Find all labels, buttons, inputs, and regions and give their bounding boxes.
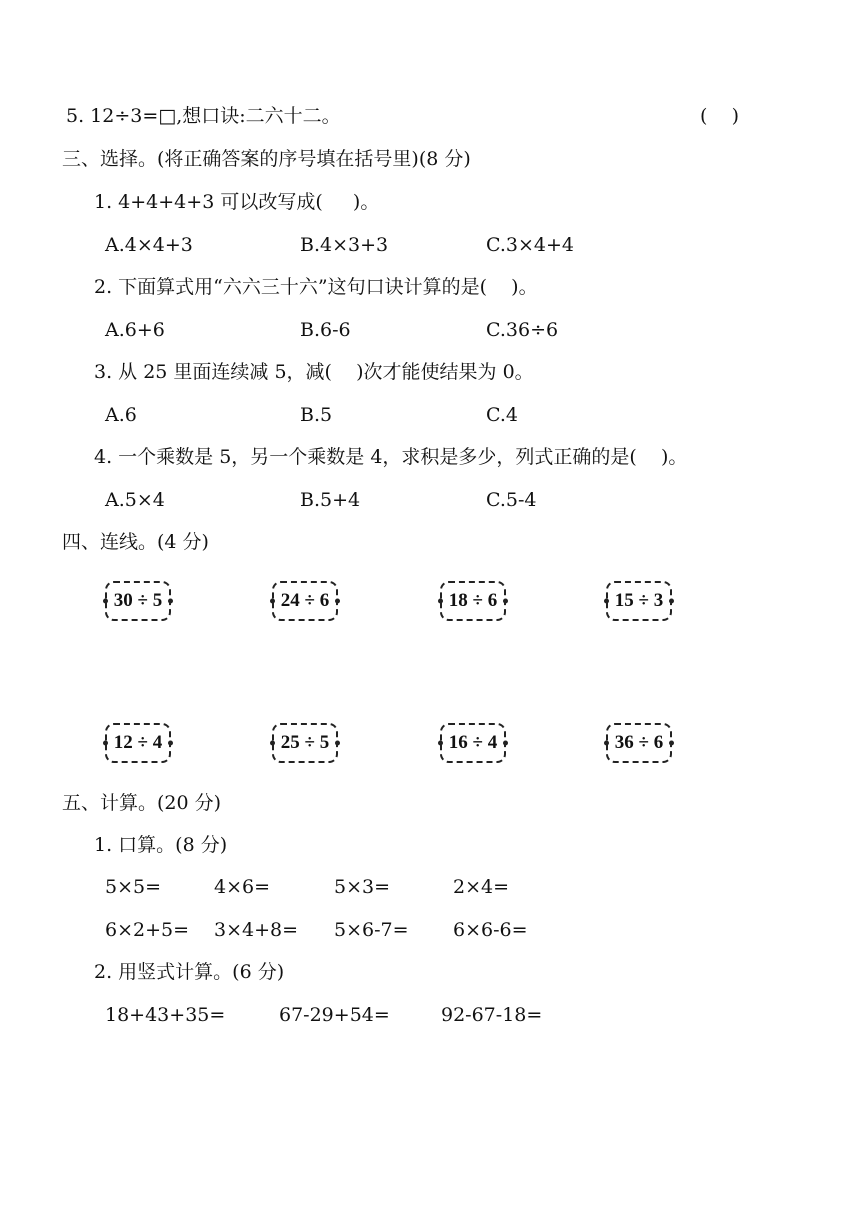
choice-4-option-c[interactable]: C.5-4 [486, 489, 537, 511]
answer-bracket[interactable]: ( ) [700, 105, 739, 127]
vertical-calc-item: 92-67-18= [441, 1004, 543, 1026]
choice-4-option-a[interactable]: A.5×4 [105, 489, 165, 511]
section-5-title: 五、计算。(20 分) [62, 792, 222, 814]
match-card-top-3[interactable]: 18 ÷ 6 [440, 581, 506, 621]
oral-calc-item: 3×4+8= [214, 919, 299, 941]
choice-question-1: 1. 4+4+4+3 可以改写成( )。 [94, 191, 380, 213]
oral-calc-item: 5×6-7= [334, 919, 409, 941]
choice-question-2: 2. 下面算式用“六六三十六”这句口诀计算的是( )。 [94, 276, 538, 298]
match-card-bottom-2[interactable]: 25 ÷ 5 [272, 723, 338, 763]
vertical-calc-title: 2. 用竖式计算。(6 分) [94, 961, 285, 983]
oral-calc-item: 5×3= [334, 876, 391, 898]
match-card-bottom-4[interactable]: 36 ÷ 6 [606, 723, 672, 763]
choice-question-4: 4. 一个乘数是 5，另一个乘数是 4，求积是多少，列式正确的是( )。 [94, 446, 688, 468]
section-4-title: 四、连线。(4 分) [62, 531, 209, 553]
choice-1-option-c[interactable]: C.3×4+4 [486, 234, 575, 256]
oral-calc-item: 6×2+5= [105, 919, 190, 941]
oral-calc-item: 5×5= [105, 876, 162, 898]
match-card-top-2[interactable]: 24 ÷ 6 [272, 581, 338, 621]
choice-2-option-a[interactable]: A.6+6 [105, 319, 165, 341]
match-card-bottom-3[interactable]: 16 ÷ 4 [440, 723, 506, 763]
vertical-calc-item: 18+43+35= [105, 1004, 226, 1026]
oral-calc-title: 1. 口算。(8 分) [94, 834, 228, 856]
choice-3-option-c[interactable]: C.4 [486, 404, 518, 426]
match-card-bottom-1[interactable]: 12 ÷ 4 [105, 723, 171, 763]
match-card-top-1[interactable]: 30 ÷ 5 [105, 581, 171, 621]
choice-2-option-c[interactable]: C.36÷6 [486, 319, 559, 341]
choice-3-option-a[interactable]: A.6 [105, 404, 137, 426]
question-5: 5. 12÷3=□,想口诀:二六十二。 [66, 105, 341, 127]
oral-calc-item: 2×4= [453, 876, 510, 898]
choice-2-option-b[interactable]: B.6-6 [300, 319, 351, 341]
vertical-calc-item: 67-29+54= [279, 1004, 390, 1026]
choice-1-option-b[interactable]: B.4×3+3 [300, 234, 389, 256]
choice-4-option-b[interactable]: B.5+4 [300, 489, 361, 511]
oral-calc-item: 4×6= [214, 876, 271, 898]
choice-question-3: 3. 从 25 里面连续减 5，减( )次才能使结果为 0。 [94, 361, 534, 383]
choice-1-option-a[interactable]: A.4×4+3 [105, 234, 193, 256]
match-card-top-4[interactable]: 15 ÷ 3 [606, 581, 672, 621]
choice-3-option-b[interactable]: B.5 [300, 404, 333, 426]
oral-calc-item: 6×6-6= [453, 919, 528, 941]
section-3-title: 三、选择。(将正确答案的序号填在括号里)(8 分) [62, 148, 471, 170]
